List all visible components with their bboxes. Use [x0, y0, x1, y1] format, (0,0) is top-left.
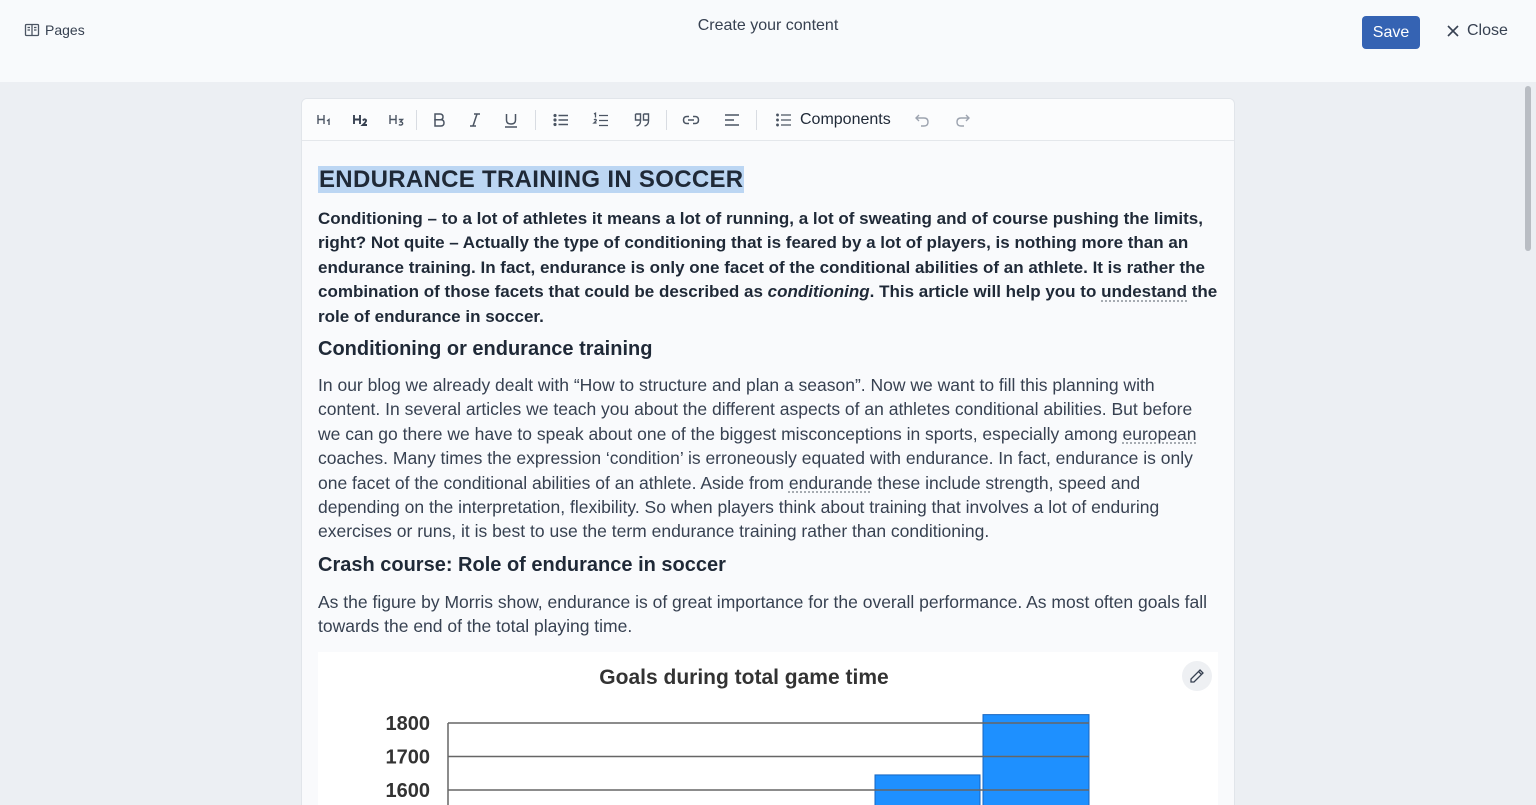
italic-button[interactable]: [464, 109, 486, 131]
chart-title: Goals during total game time: [599, 666, 889, 689]
close-label: Close: [1467, 22, 1508, 39]
toolbar-divider: [535, 110, 536, 130]
quote-icon: [633, 111, 651, 129]
body-paragraph[interactable]: [318, 373, 1218, 544]
pencil-icon: [1189, 668, 1205, 684]
lead-italic: conditioning: [767, 282, 870, 302]
y-tick-label: 1800: [385, 713, 430, 735]
lead-text: the role of endurance in soccer.: [318, 282, 1218, 326]
heading-1-button[interactable]: [314, 109, 336, 131]
y-tick-label: 1700: [385, 746, 430, 769]
heading-1-icon: [316, 111, 334, 129]
underline-button[interactable]: [500, 109, 522, 131]
paragraph-text: these include strength, speed and depending on the interpretation, flexibility. So when players think about training that involves a lot of enduring exercises or runs, it is best to use the term endurance training rather than conditioning.: [318, 472, 1160, 542]
chart-figure[interactable]: [318, 652, 1218, 805]
spellcheck-word[interactable]: endurande: [788, 472, 873, 493]
align-button[interactable]: [721, 109, 743, 131]
toolbar-divider: [756, 110, 757, 130]
bullet-list-button[interactable]: [550, 109, 572, 131]
lead-paragraph[interactable]: [318, 207, 1218, 329]
pages-button[interactable]: [24, 22, 85, 38]
spellcheck-word[interactable]: european: [1122, 423, 1197, 444]
save-button[interactable]: Save: [1362, 16, 1420, 49]
link-button[interactable]: [680, 109, 702, 131]
section-heading[interactable]: Conditioning or endurance training: [318, 338, 653, 360]
italic-icon: [466, 111, 484, 129]
edit-image-button[interactable]: [1182, 661, 1212, 691]
editor-toolbar: [302, 99, 1234, 141]
heading-2-icon: [352, 111, 370, 129]
scrollbar-thumb[interactable]: [1525, 86, 1531, 251]
redo-icon: [954, 111, 972, 129]
ordered-list-button[interactable]: [590, 109, 612, 131]
toolbar-divider: [666, 110, 667, 130]
align-left-icon: [723, 111, 741, 129]
editor: [301, 98, 1235, 805]
lead-text: Conditioning – to a lot of athletes it means a lot of running, a lot of sweating and of course pushing the limits, right? Not quite – Actually the type of conditioning that is feared by a lot of players, is nothing more than an endurance training. In fact, endurance is only one facet of the conditional abilities of an athlete. It is rather the combination of those facets that could be described as: [318, 209, 1205, 302]
heading-3-button[interactable]: [386, 109, 408, 131]
undo-icon: [913, 111, 931, 129]
underline-icon: [502, 111, 520, 129]
toolbar-divider: [416, 110, 417, 130]
book-open-icon: [24, 22, 40, 38]
components-button[interactable]: [775, 109, 891, 131]
redo-button[interactable]: [952, 109, 974, 131]
components-label: Components: [800, 111, 891, 128]
paragraph-text: In our blog we already dealt with “How to structure and plan a season”. Now we want to fill this planning with content. In several articles we teach you about the different aspects of an athletes conditional abilities. But before we can go there we have to speak about one of the biggest misconceptions in sports, especially among: [318, 375, 1193, 444]
paragraph-text: coaches. Many times the expression ‘condition’ is erroneously equated with endurance. In fact, endurance is only one facet of the conditional abilities of an athlete. Aside from: [318, 448, 1193, 493]
heading-2-button[interactable]: [350, 109, 372, 131]
y-tick-label: 1600: [385, 780, 430, 802]
blockquote-button[interactable]: [631, 109, 653, 131]
body-paragraph[interactable]: As the figure by Morris show, endurance is of great importance for the overall performance. As most often goals fall towards the end of the total playing time.: [318, 592, 1208, 637]
chart-bar: [983, 715, 1089, 805]
top-bar: [0, 0, 1536, 65]
heading-3-icon: [388, 111, 406, 129]
link-icon: [682, 111, 700, 129]
bold-button[interactable]: [428, 109, 450, 131]
list-icon: [775, 111, 793, 129]
bullet-list-icon: [552, 111, 570, 129]
pages-label: Pages: [45, 22, 85, 38]
spellcheck-word[interactable]: undestand: [1101, 282, 1188, 302]
close-icon: [1446, 24, 1460, 38]
selected-title-text: ENDURANCE TRAINING IN SOCCER: [319, 166, 744, 193]
section-heading[interactable]: Crash course: Role of endurance in soccer: [318, 554, 726, 576]
document-title[interactable]: [318, 166, 744, 194]
bar-chart: [318, 652, 1218, 805]
close-button[interactable]: [1446, 22, 1508, 40]
undo-button[interactable]: [911, 109, 933, 131]
page-title: Create your content: [697, 17, 839, 34]
lead-text: . This article will help you to: [869, 282, 1102, 302]
bold-icon: [430, 111, 448, 129]
ordered-list-icon: [592, 111, 610, 129]
